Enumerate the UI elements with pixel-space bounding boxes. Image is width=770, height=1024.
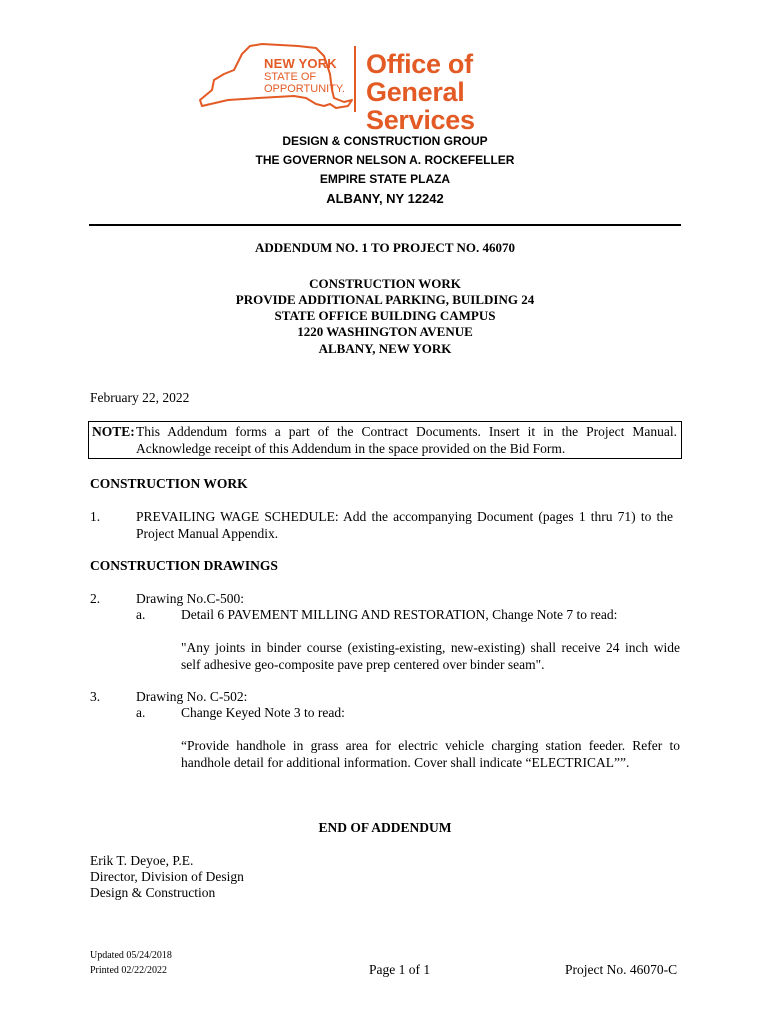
item-1-line1-text: PREVAILING WAGE SCHEDULE: Add the accompanying Document (pages 1 thru 71) to the <box>136 509 673 524</box>
ogs-wordmark <box>366 50 578 134</box>
document-date: February 22, 2022 <box>90 390 190 405</box>
item-2-sub-text: Detail 6 PAVEMENT MILLING AND RESTORATION, Change Note 7 to read: <box>181 607 618 622</box>
item-3-title: Drawing No. C-502: <box>136 689 248 704</box>
item-2-quote-line1-text: "Any joints in binder course (existing-existing, new-existing) shall receive 24 inch wide <box>181 640 680 655</box>
project-line-2: PROVIDE ADDITIONAL PARKING, BUILDING 24 <box>235 292 535 307</box>
item-3-sub-text: Change Keyed Note 3 to read: <box>181 705 345 720</box>
ogs-logo <box>198 40 578 135</box>
ny-wordmark-line1: NEW YORK <box>264 56 337 71</box>
header-divider <box>89 224 681 226</box>
item-2-title: Drawing No.C-500: <box>136 591 244 606</box>
item-3-quote-line1-text: “Provide handhole in grass area for electric vehicle charging station feeder. Refer to <box>181 738 680 753</box>
item-2-quote-line1 <box>181 640 680 656</box>
end-of-addendum: END OF ADDENDUM <box>318 820 452 835</box>
signature-org: Design & Construction <box>90 885 216 900</box>
item-2-quote-line2: self adhesive geo-composite pave prep centered over binder seam". <box>181 657 545 672</box>
project-line-3: STATE OFFICE BUILDING CAMPUS <box>274 308 496 323</box>
note-text-line2: Acknowledge receipt of this Addendum in the space provided on the Bid Form. <box>136 441 566 456</box>
project-line-4: 1220 WASHINGTON AVENUE <box>297 324 473 339</box>
signature-title: Director, Division of Design <box>90 869 244 884</box>
letterhead-line2-text: THE GOVERNOR NELSON A. ROCKEFELLER <box>255 153 515 167</box>
footer-updated: Updated 05/24/2018 <box>90 950 172 961</box>
project-line-5: ALBANY, NEW YORK <box>318 341 452 356</box>
item-2-sub-letter: a. <box>136 607 146 622</box>
item-3-sub-letter: a. <box>136 705 146 720</box>
letterhead-line3-text: EMPIRE STATE PLAZA <box>319 172 451 186</box>
project-line-1: CONSTRUCTION WORK <box>309 276 461 291</box>
item-1-line1 <box>136 509 673 525</box>
signature-name: Erik T. Deyoe, P.E. <box>90 853 194 868</box>
item-1-number: 1. <box>90 509 101 524</box>
note-box <box>88 421 682 459</box>
footer-printed: Printed 02/22/2022 <box>90 965 167 976</box>
footer-page-number: Page 1 of 1 <box>369 962 431 977</box>
section-heading-construction-work: CONSTRUCTION WORK <box>90 476 248 491</box>
item-3-number: 3. <box>90 689 101 704</box>
letterhead-line2 <box>0 153 770 167</box>
ny-wordmark <box>264 56 345 95</box>
note-label: NOTE: <box>92 424 135 439</box>
ny-wordmark-line3: OPPORTUNITY. <box>264 83 345 95</box>
ny-wordmark-line2: STATE OF <box>264 71 317 83</box>
logo-divider <box>354 46 356 112</box>
footer-project-number: Project No. 46070-C <box>565 962 678 977</box>
item-1-line2: Project Manual Appendix. <box>136 526 279 541</box>
note-text-line1: This Addendum forms a part of the Contract Documents. Insert it in the Project Manual. <box>136 424 677 439</box>
letterhead-line4-text: ALBANY, NY 12242 <box>326 191 444 206</box>
addendum-title: ADDENDUM NO. 1 TO PROJECT NO. 46070 <box>254 240 516 255</box>
ogs-wordmark-line2: General Services <box>366 77 475 135</box>
letterhead-line1 <box>0 134 770 148</box>
letterhead-line4 <box>0 191 770 206</box>
item-3-quote-line1 <box>181 738 680 754</box>
item-3-quote-line2: handhole detail for additional information. Cover shall indicate “ELECTRICAL””. <box>181 755 630 770</box>
ogs-wordmark-line1: Office of <box>366 49 473 79</box>
section-heading-construction-drawings: CONSTRUCTION DRAWINGS <box>90 558 278 573</box>
item-2-number: 2. <box>90 591 101 606</box>
letterhead-line1-text: DESIGN & CONSTRUCTION GROUP <box>282 134 488 148</box>
letterhead-line3 <box>0 172 770 186</box>
